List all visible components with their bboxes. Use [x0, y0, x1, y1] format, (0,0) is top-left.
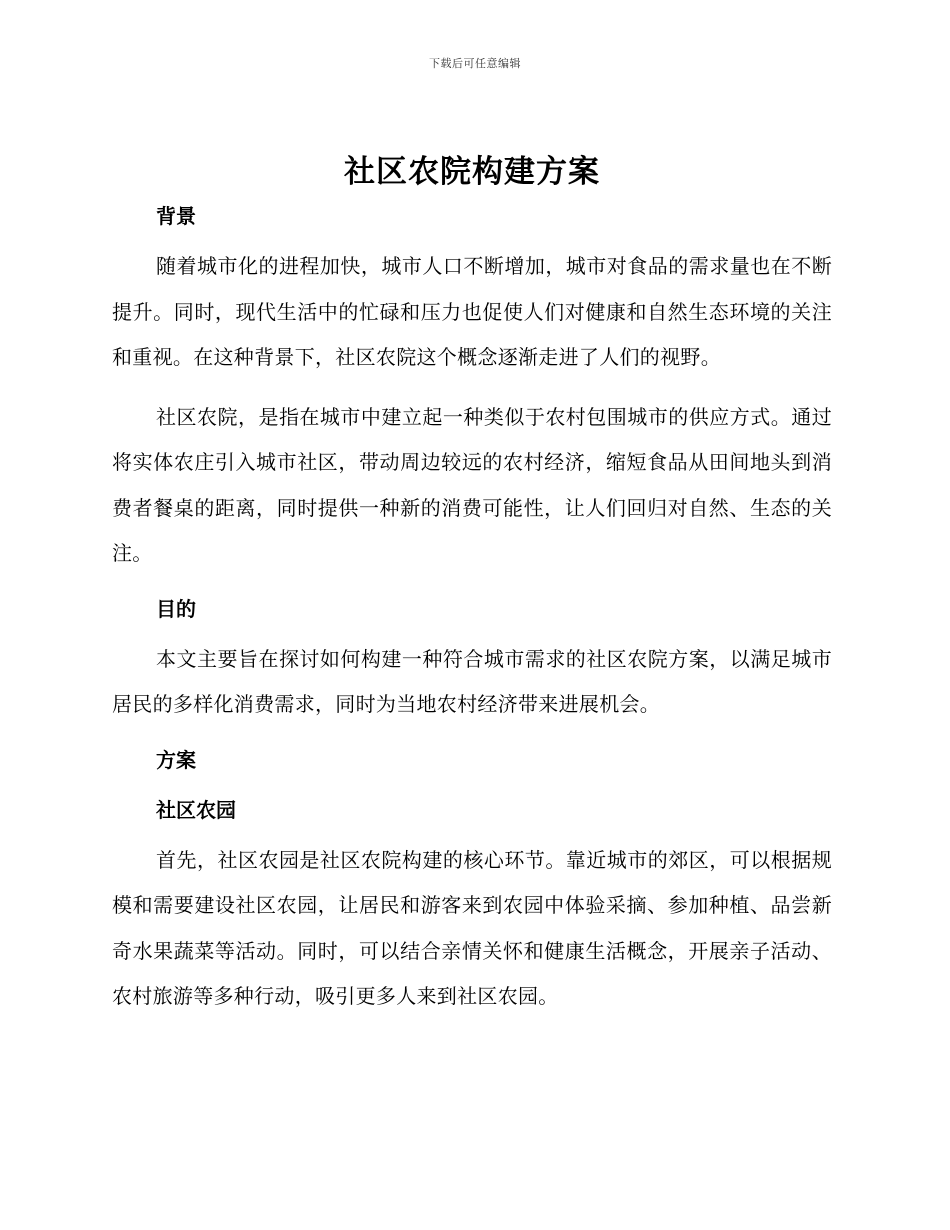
paragraph-background-2: 社区农院，是指在城市中建立起一种类似于农村包围城市的供应方式。通过将实体农庄引入城市社区，带动周边较远的农村经济，缩短食品从田间地头到消费者餐桌的距离，同时提供一种新的消费可能性，让人们回归对自然、生态的关注。: [112, 404, 832, 565]
paragraph-background-1: 随着城市化的进程加快，城市人口不断增加，城市对食品的需求量也在不断提升。同时，现代生活中的忙碌和压力也促使人们对健康和自然生态环境的关注和重视。在这种背景下，社区农院这个概念逐渐走进了人们的视野。: [112, 254, 832, 369]
document-title: 社区农院构建方案: [344, 154, 600, 190]
paragraph-plan-1: 首先，社区农园是社区农院构建的核心环节。靠近城市的郊区，可以根据规模和需要建设社区农园，让居民和游客来到农园中体验采摘、参加种植、品尝新奇水果蔬菜等活动。同时，可以结合亲情关怀和健康生活概念，开展亲子活动、农村旅游等多种行动，吸引更多人来到社区农园。: [112, 847, 832, 1008]
header-note: 下载后可任意编辑: [429, 57, 521, 70]
section-heading-purpose: 目的: [156, 596, 196, 621]
section-heading-plan: 方案: [156, 747, 196, 772]
section-heading-background: 背景: [156, 204, 196, 228]
paragraph-purpose-1: 本文主要旨在探讨如何构建一种符合城市需求的社区农院方案，以满足城市居民的多样化消费需求，同时为当地农村经济带来进展机会。: [112, 646, 832, 716]
document-body: [112, 150, 832, 1020]
subsection-heading-community-garden: 社区农园: [156, 797, 236, 822]
